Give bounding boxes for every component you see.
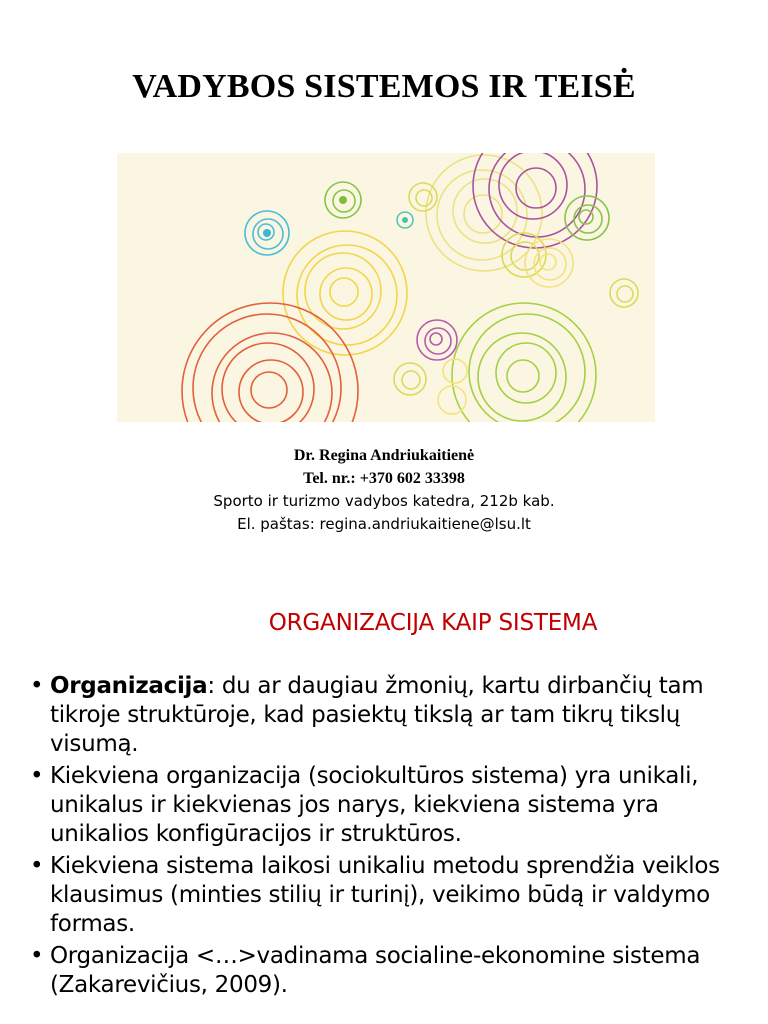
email: El. paštas: regina.andriukaitiene@lsu.lt xyxy=(237,515,531,533)
list-item xyxy=(30,762,750,849)
list-item xyxy=(30,942,750,1000)
author-name: Dr. Regina Andriukaitienė xyxy=(293,447,475,464)
department: Sporto ir turizmo vadybos katedra, 212b kab. xyxy=(213,492,555,510)
bullet-icon: • xyxy=(30,763,44,789)
hero-image xyxy=(117,153,655,422)
bullet-icon: • xyxy=(30,943,44,969)
bullet-icon: • xyxy=(30,673,44,699)
page-title: VADYBOS SISTEMOS IR TEISĖ xyxy=(132,68,636,105)
bullet-list xyxy=(30,672,750,1003)
list-item xyxy=(30,852,750,939)
term: Organizacija xyxy=(50,673,208,699)
list-item-text: : du ar daugiau žmonių, kartu dirbančių tam tikroje struktūroje, kad pasiektų tikslą ar tam tikrų tikslų visumą. xyxy=(50,673,704,757)
section-heading: ORGANIZACIJA KAIP SISTEMA xyxy=(268,610,598,636)
phone-number: Tel. nr.: +370 602 33398 xyxy=(303,470,465,487)
list-item xyxy=(30,672,750,759)
list-item-text: Kiekviena organizacija (sociokultūros sistema) yra unikali, unikalus ir kiekvienas jos narys, kiekviena sistema yra unikalios konfigūracijos ir struktūros. xyxy=(50,763,699,847)
contact-block xyxy=(0,444,768,536)
list-item-text: Organizacija <…>vadinama socialine-ekonomine sistema (Zakarevičius, 2009). xyxy=(50,943,701,998)
list-item-text: Kiekviena sistema laikosi unikaliu metodu sprendžia veiklos klausimus (minties stilių ir turinį), veikimo būdą ir valdymo formas. xyxy=(50,853,720,937)
bullet-icon: • xyxy=(30,853,44,879)
scribble-circles-icon xyxy=(117,153,655,422)
